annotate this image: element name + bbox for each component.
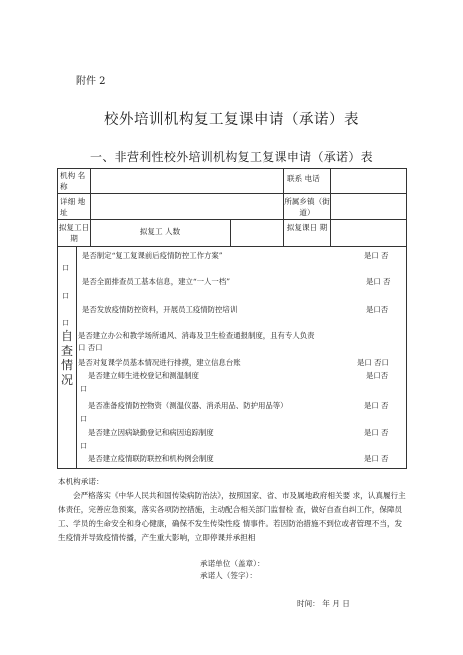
promise-text: 会严格落实《中华人民共和国传染病防治法》，按照国家、省、市及属地政府相关要 求，认真履行主体责任，完善应急预案，落实各项防控措施，主动配合相关部门监督检 查，做好自查自纠工作，保障员工、学员的生命安全和身心健康，确保不发生传染性疫 情事件。若因防治措施不到位或者管理不当，发生疫情并导致疫情传播，产生重大影响，立即停课并承担相 <box>58 491 406 542</box>
checkbox[interactable]: 口 <box>80 442 87 450</box>
section-title: 一、非营利性校外培训机构复工复课申请（承诺）表 <box>90 150 373 164</box>
row-line <box>57 193 407 194</box>
signing-unit: 承诺单位（盖章）： <box>200 559 265 568</box>
checkbox[interactable]: 口 <box>80 385 87 393</box>
col-line <box>76 246 77 468</box>
row-line <box>57 246 407 247</box>
check-yesno[interactable]: 是口 否 <box>364 454 389 463</box>
address-label: 详细 地址 <box>60 197 86 217</box>
annex-label: 附件 2 <box>76 76 106 87</box>
checkbox[interactable]: 口 <box>62 264 69 272</box>
check-item: 是否建立师生进校登记和测温制度 <box>88 371 199 380</box>
table-border-bottom <box>57 468 407 469</box>
class-date-label: 拟复课日 期 <box>286 223 328 232</box>
check-yesno[interactable]: 是口 否 <box>364 428 389 437</box>
check-item: 是否制定“复工复课前后疫情防控工作方案” <box>82 251 223 260</box>
check-yesno[interactable]: 是口 否口 <box>357 358 389 367</box>
signing-person: 承诺人（签字）： <box>200 571 257 580</box>
checkbox[interactable]: 口 <box>62 319 69 327</box>
check-item: 是否全面排查员工基本信息，建立“一人一档” <box>82 277 230 286</box>
check-yesno[interactable]: 是口 否 <box>364 251 389 260</box>
check-yesno[interactable]: 是口否 <box>366 305 389 314</box>
checkbox[interactable]: 口 <box>62 292 69 300</box>
col-line <box>230 219 231 246</box>
check-item: 是否对复课学员基本情况进行排摸，建立信息台账 <box>78 358 241 367</box>
table-border-right <box>406 168 407 469</box>
promise-label: 本机构承诺： <box>58 477 104 486</box>
check-yesno[interactable]: 是口否 <box>366 371 389 380</box>
table-border-left <box>57 168 58 469</box>
table-border-top <box>57 168 407 169</box>
row-line <box>57 219 407 220</box>
check-yesno[interactable]: 是口 否 <box>366 277 391 286</box>
check-item: 是否建立疫情联防联控和机构例会制度 <box>88 454 214 463</box>
page-title: 校外培训机构复工复课申请（承诺）表 <box>104 112 359 128</box>
self-check-label: 自查情况 <box>60 329 73 387</box>
checkbox[interactable]: 口 <box>80 415 87 423</box>
staff-label: 拟复工 人数 <box>139 227 181 236</box>
contact-label: 联系 电话 <box>287 174 320 183</box>
date-label: 拟复工日期 <box>58 223 90 243</box>
check-item: 是否建立办公和教学场所通风、消毒及卫生检查通报制度，且有专人负责 <box>78 331 315 340</box>
check-yesno[interactable]: 是口 否 <box>364 401 389 410</box>
check-item: 是否发放疫情防控资料，开展员工疫情防控培训 <box>82 305 238 314</box>
check-item: 是否准备疫情防控物资（测温仪器、消杀用品、防护用品等） <box>88 401 288 410</box>
check-item: 是否建立因病缺勤登记和病因追踪制度 <box>88 428 214 437</box>
district-label: 所属乡镇（街道） <box>284 197 330 217</box>
org-name-label: 机构 名称 <box>60 171 86 191</box>
sign-date: 时间： 年 月 日 <box>297 599 350 608</box>
check-yesno[interactable]: 口 否口 <box>78 343 103 352</box>
